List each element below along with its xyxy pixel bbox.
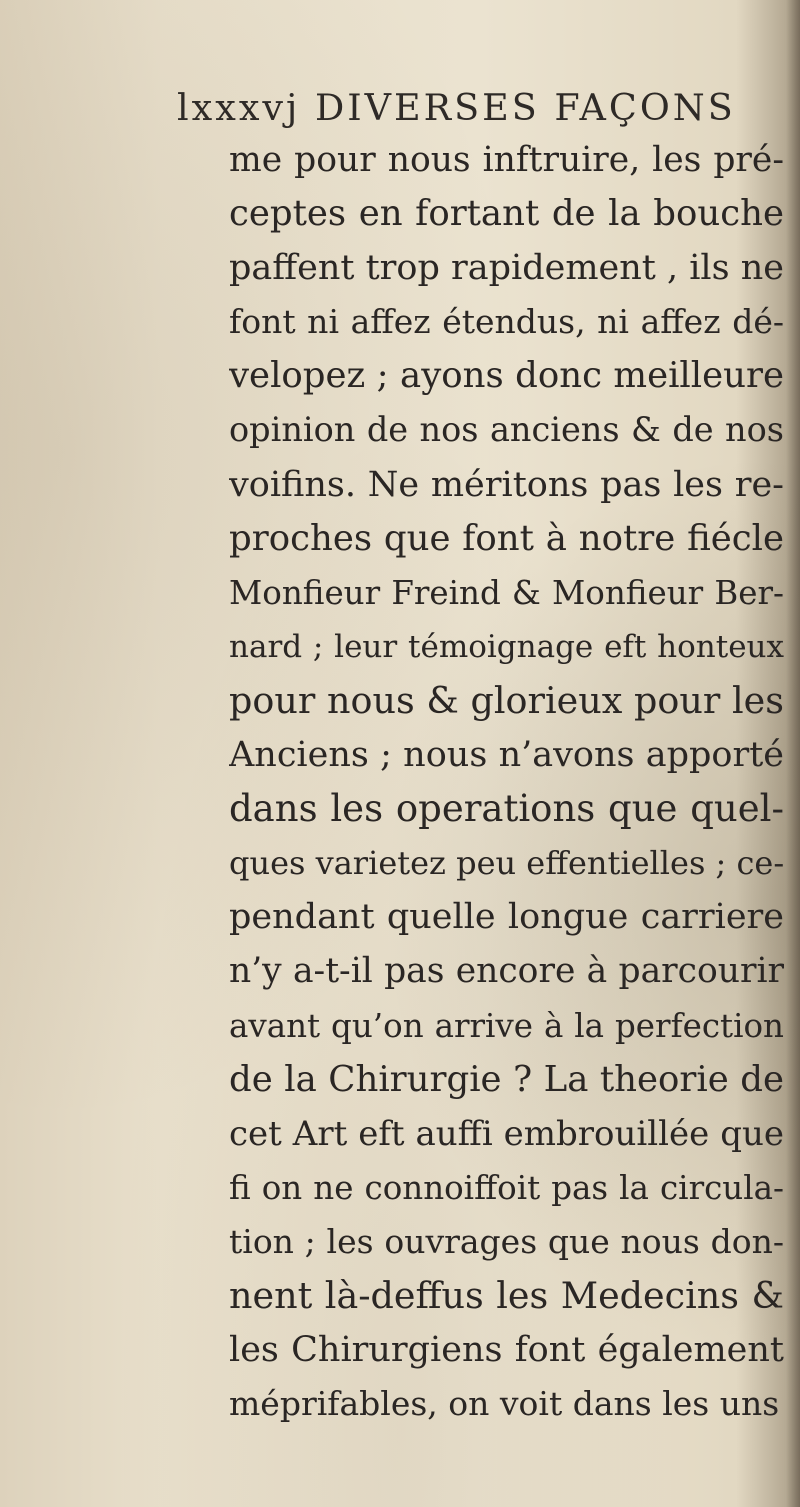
text-line: cet Art eft auffi embrouillée que [229, 1113, 784, 1154]
page-edge-shadow [786, 0, 800, 1507]
text-line: opinion de nos anciens & de nos [229, 410, 784, 450]
text-line: tion ; les ouvrages que nous don- [229, 1221, 784, 1261]
text-line: font ni affez étendus, ni affez dé- [229, 302, 784, 342]
text-line: ceptes en fortant de la bouche [229, 193, 784, 235]
text-line: paffent trop rapidement , ils ne [229, 248, 784, 289]
text-line: ques varietez peu effentielles ; ce- [229, 844, 784, 883]
text-line: nard ; leur témoignage eft honteux [229, 628, 784, 665]
running-header: lxxxvj DIVERSES FAÇONS [177, 86, 736, 129]
text-line: proches que font à notre fiécle [229, 517, 784, 559]
text-line: dans les operations que quel- [229, 787, 784, 831]
body-text [229, 133, 784, 1431]
text-line: velopez ; ayons donc meilleure [229, 355, 784, 397]
text-line: pour nous & glorieux pour les [229, 678, 784, 722]
text-line: n’y a-t-il pas encore à parcourir [229, 951, 784, 992]
text-line: avant qu’on arrive à la perfection [229, 1006, 784, 1045]
text-line: voifins. Ne méritons pas les re- [229, 464, 784, 505]
text-line: Monfieur Freind & Monfieur Ber- [229, 573, 784, 612]
text-line: méprifables, on voit dans les uns [229, 1384, 780, 1424]
text-line: nent là-deffus les Medecins & [229, 1273, 784, 1317]
text-line: fi on ne connoiffoit pas la circula- [229, 1168, 784, 1207]
text-line: me pour nous inftruire, les pré- [229, 140, 784, 180]
text-line: pendant quelle longue carriere [229, 897, 784, 938]
text-line: Anciens ; nous n’avons apporté [229, 735, 784, 776]
text-line: de la Chirurgie ? La theorie de [229, 1058, 784, 1100]
text-line: les Chirurgiens font également [229, 1330, 784, 1371]
